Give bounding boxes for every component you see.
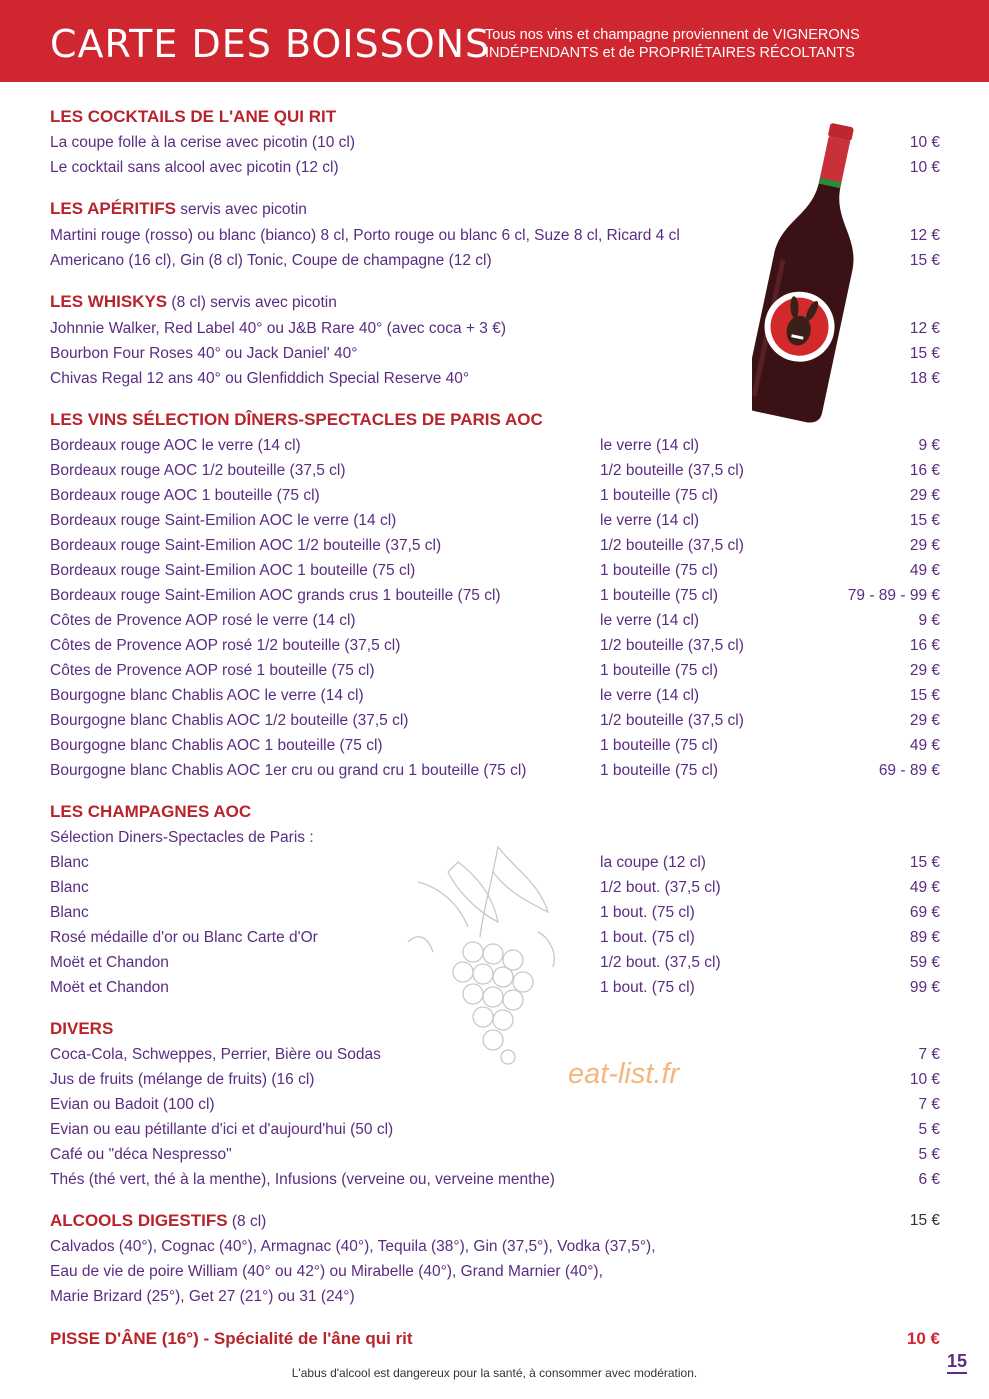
menu-item [50, 633, 940, 658]
menu-item [50, 658, 940, 683]
item-label: Bordeaux rouge Saint-Emilion AOC grands crus 1 bouteille (75 cl) [50, 587, 501, 604]
menu-item [50, 1117, 940, 1142]
item-label: Johnnie Walker, Red Label 40° ou J&B Rare 40° (avec coca + 3 €) [50, 320, 506, 337]
menu-item [50, 1142, 940, 1167]
item-price: 6 € [918, 1171, 940, 1188]
item-label: Evian ou eau pétillante d'ici et d'aujourd'hui (50 cl) [50, 1121, 394, 1138]
item-size: 1 bouteille (75 cl) [600, 762, 719, 779]
item-label: Bourgogne blanc Chablis AOC le verre (14 cl) [50, 687, 364, 704]
footer-disclaimer: L'abus d'alcool est dangereux pour la santé, à consommer avec modération. [291, 1366, 698, 1380]
item-price: 9 € [918, 437, 940, 454]
section-note: (8 cl) [227, 1213, 267, 1230]
item-label: Blanc [50, 879, 89, 896]
header-subtitle-line1: Tous nos vins et champagne proviennent de VIGNERONS [485, 27, 860, 43]
menu-item [50, 608, 940, 633]
item-label: Moët et Chandon [50, 954, 169, 971]
item-price: 12 € [909, 227, 940, 244]
item-price: 15 € [909, 345, 940, 362]
item-label: Moët et Chandon [50, 979, 169, 996]
item-price: 15 € [909, 1212, 940, 1229]
item-label: Coca-Cola, Schweppes, Perrier, Bière ou Sodas [50, 1046, 381, 1063]
item-label: Thés (thé vert, thé à la menthe), Infusions (verveine ou, verveine menthe) [50, 1171, 555, 1188]
page-number: 15 [947, 1350, 967, 1374]
wine-bottle-image [752, 118, 872, 423]
item-price: 49 € [909, 879, 940, 896]
item-label: Rosé médaille d'or ou Blanc Carte d'Or [50, 929, 318, 946]
item-price: 16 € [909, 462, 940, 479]
item-label: Bourgogne blanc Chablis AOC 1/2 bouteille (37,5 cl) [50, 712, 409, 729]
watermark-text: eat-list.fr [568, 1058, 680, 1090]
item-price: 29 € [909, 662, 940, 679]
section-title [50, 1211, 266, 1230]
menu-item [50, 583, 940, 608]
item-size: 1/2 bout. (37,5 cl) [600, 879, 721, 896]
menu-item [50, 1092, 940, 1117]
item-price: 15 € [909, 854, 940, 871]
menu-item [50, 1167, 940, 1192]
item-size: le verre (14 cl) [600, 512, 700, 529]
digestif-list-line: Calvados (40°), Cognac (40°), Armagnac (40°), Tequila (38°), Gin (37,5°), Vodka (37,5°), [50, 1238, 656, 1255]
item-price: 5 € [918, 1121, 940, 1138]
item-price: 29 € [909, 487, 940, 504]
item-price: 10 € [909, 134, 940, 151]
grape-illustration [398, 842, 568, 1072]
digestif-list-line: Marie Brizard (25°), Get 27 (21°) ou 31 (24°) [50, 1288, 355, 1305]
item-label: Bordeaux rouge Saint-Emilion AOC 1 bouteille (75 cl) [50, 562, 416, 579]
special-price: 10 € [906, 1329, 940, 1348]
section-subtitle: Sélection Diners-Spectacles de Paris : [50, 829, 314, 846]
item-size: 1 bouteille (75 cl) [600, 587, 719, 604]
item-price: 7 € [918, 1096, 940, 1113]
digestif-list-line: Eau de vie de poire William (40° ou 42°) ou Mirabelle (40°), Grand Marnier (40°), [50, 1263, 603, 1280]
item-label: Americano (16 cl), Gin (8 cl) Tonic, Coupe de champagne (12 cl) [50, 252, 492, 269]
section-title-text: LES WHISKYS [50, 292, 168, 311]
item-label: Bordeaux rouge AOC le verre (14 cl) [50, 437, 301, 454]
item-price: 5 € [918, 1146, 940, 1163]
item-size: la coupe (12 cl) [600, 854, 706, 871]
item-label: Bordeaux rouge AOC 1/2 bouteille (37,5 cl) [50, 462, 346, 479]
header-banner [0, 0, 989, 82]
item-label: Blanc [50, 904, 89, 921]
item-size: 1 bout. (75 cl) [600, 979, 695, 996]
item-price: 69 - 89 € [878, 762, 940, 779]
item-size: 1/2 bouteille (37,5 cl) [600, 637, 744, 654]
section-note: servis avec picotin [175, 201, 307, 218]
item-label: Côtes de Provence AOP rosé 1/2 bouteille (37,5 cl) [50, 637, 401, 654]
item-label: Bordeaux rouge Saint-Emilion AOC le verre (14 cl) [50, 512, 397, 529]
item-price: 59 € [909, 954, 940, 971]
item-label: Jus de fruits (mélange de fruits) (16 cl) [50, 1071, 315, 1088]
item-price: 16 € [909, 637, 940, 654]
item-size: 1 bouteille (75 cl) [600, 487, 719, 504]
section-note: (8 cl) servis avec picotin [167, 294, 337, 311]
menu-item [50, 708, 940, 733]
item-price: 29 € [909, 712, 940, 729]
item-price: 10 € [909, 159, 940, 176]
item-label: Blanc [50, 854, 89, 871]
item-size: 1 bouteille (75 cl) [600, 662, 719, 679]
item-size: 1 bouteille (75 cl) [600, 562, 719, 579]
item-price: 15 € [909, 252, 940, 269]
item-size: le verre (14 cl) [600, 437, 700, 454]
item-price: 10 € [909, 1071, 940, 1088]
item-size: 1 bout. (75 cl) [600, 929, 695, 946]
special-item [50, 1325, 940, 1353]
section-title-row [50, 1208, 940, 1234]
menu-item [50, 483, 940, 508]
item-price: 99 € [909, 979, 940, 996]
page-title: CARTE DES BOISSONS [50, 22, 491, 66]
item-label: Evian ou Badoit (100 cl) [50, 1096, 215, 1113]
item-price: 12 € [909, 320, 940, 337]
item-price: 29 € [909, 537, 940, 554]
section-vins [50, 407, 940, 783]
item-price: 7 € [918, 1046, 940, 1063]
item-size: 1/2 bouteille (37,5 cl) [600, 712, 744, 729]
item-label: Café ou "déca Nespresso" [50, 1146, 232, 1163]
item-label: Bordeaux rouge Saint-Emilion AOC 1/2 bouteille (37,5 cl) [50, 537, 442, 554]
item-price: 49 € [909, 562, 940, 579]
item-price: 69 € [909, 904, 940, 921]
item-price: 9 € [918, 612, 940, 629]
item-label: Bourbon Four Roses 40° ou Jack Daniel' 40° [50, 345, 358, 362]
item-size: 1 bouteille (75 cl) [600, 737, 719, 754]
section-title: LES COCKTAILS DE L'ANE QUI RIT [50, 107, 337, 126]
item-label: Bordeaux rouge AOC 1 bouteille (75 cl) [50, 487, 320, 504]
section-title: LES VINS SÉLECTION DÎNERS-SPECTACLES DE PARIS AOC [50, 410, 543, 429]
menu-item [50, 733, 940, 758]
item-label: Le cocktail sans alcool avec picotin (12 cl) [50, 159, 339, 176]
section-title-text: LES APÉRITIFS [50, 199, 176, 218]
item-size: 1 bout. (75 cl) [600, 904, 695, 921]
header-subtitle [485, 26, 965, 62]
item-label: Martini rouge (rosso) ou blanc (bianco) 8 cl, Porto rouge ou blanc 6 cl, Suze 8 cl, Ricard 4 cl [50, 227, 680, 244]
item-price: 49 € [909, 737, 940, 754]
item-label: Bourgogne blanc Chablis AOC 1 bouteille (75 cl) [50, 737, 383, 754]
item-price: 15 € [909, 512, 940, 529]
menu-item [50, 758, 940, 783]
item-price: 15 € [909, 687, 940, 704]
section-title-text: ALCOOLS DIGESTIFS [50, 1211, 228, 1230]
section-title: DIVERS [50, 1019, 114, 1038]
item-label: Bourgogne blanc Chablis AOC 1er cru ou grand cru 1 bouteille (75 cl) [50, 762, 527, 779]
item-label: La coupe folle à la cerise avec picotin (10 cl) [50, 134, 355, 151]
menu-item [50, 683, 940, 708]
header-subtitle-line2: INDÉPENDANTS et de PROPRIÉTAIRES RÉCOLTANTS [485, 45, 855, 61]
item-size: le verre (14 cl) [600, 687, 700, 704]
item-label: Côtes de Provence AOP rosé le verre (14 cl) [50, 612, 356, 629]
menu-item [50, 508, 940, 533]
item-price: 89 € [909, 929, 940, 946]
item-price: 18 € [909, 370, 940, 387]
item-size: le verre (14 cl) [600, 612, 700, 629]
item-label: Chivas Regal 12 ans 40° ou Glenfiddich Special Reserve 40° [50, 370, 470, 387]
section-digestifs [50, 1208, 940, 1309]
item-size: 1/2 bouteille (37,5 cl) [600, 462, 744, 479]
item-size: 1/2 bouteille (37,5 cl) [600, 537, 744, 554]
menu-item [50, 458, 940, 483]
menu-item [50, 533, 940, 558]
menu-item [50, 558, 940, 583]
menu-item [50, 433, 940, 458]
special-label: PISSE D'ÂNE (16°) - Spécialité de l'âne qui rit [50, 1329, 413, 1348]
item-price: 79 - 89 - 99 € [847, 587, 940, 604]
section-title: LES CHAMPAGNES AOC [50, 802, 252, 821]
item-label: Côtes de Provence AOP rosé 1 bouteille (75 cl) [50, 662, 375, 679]
item-size: 1/2 bout. (37,5 cl) [600, 954, 721, 971]
